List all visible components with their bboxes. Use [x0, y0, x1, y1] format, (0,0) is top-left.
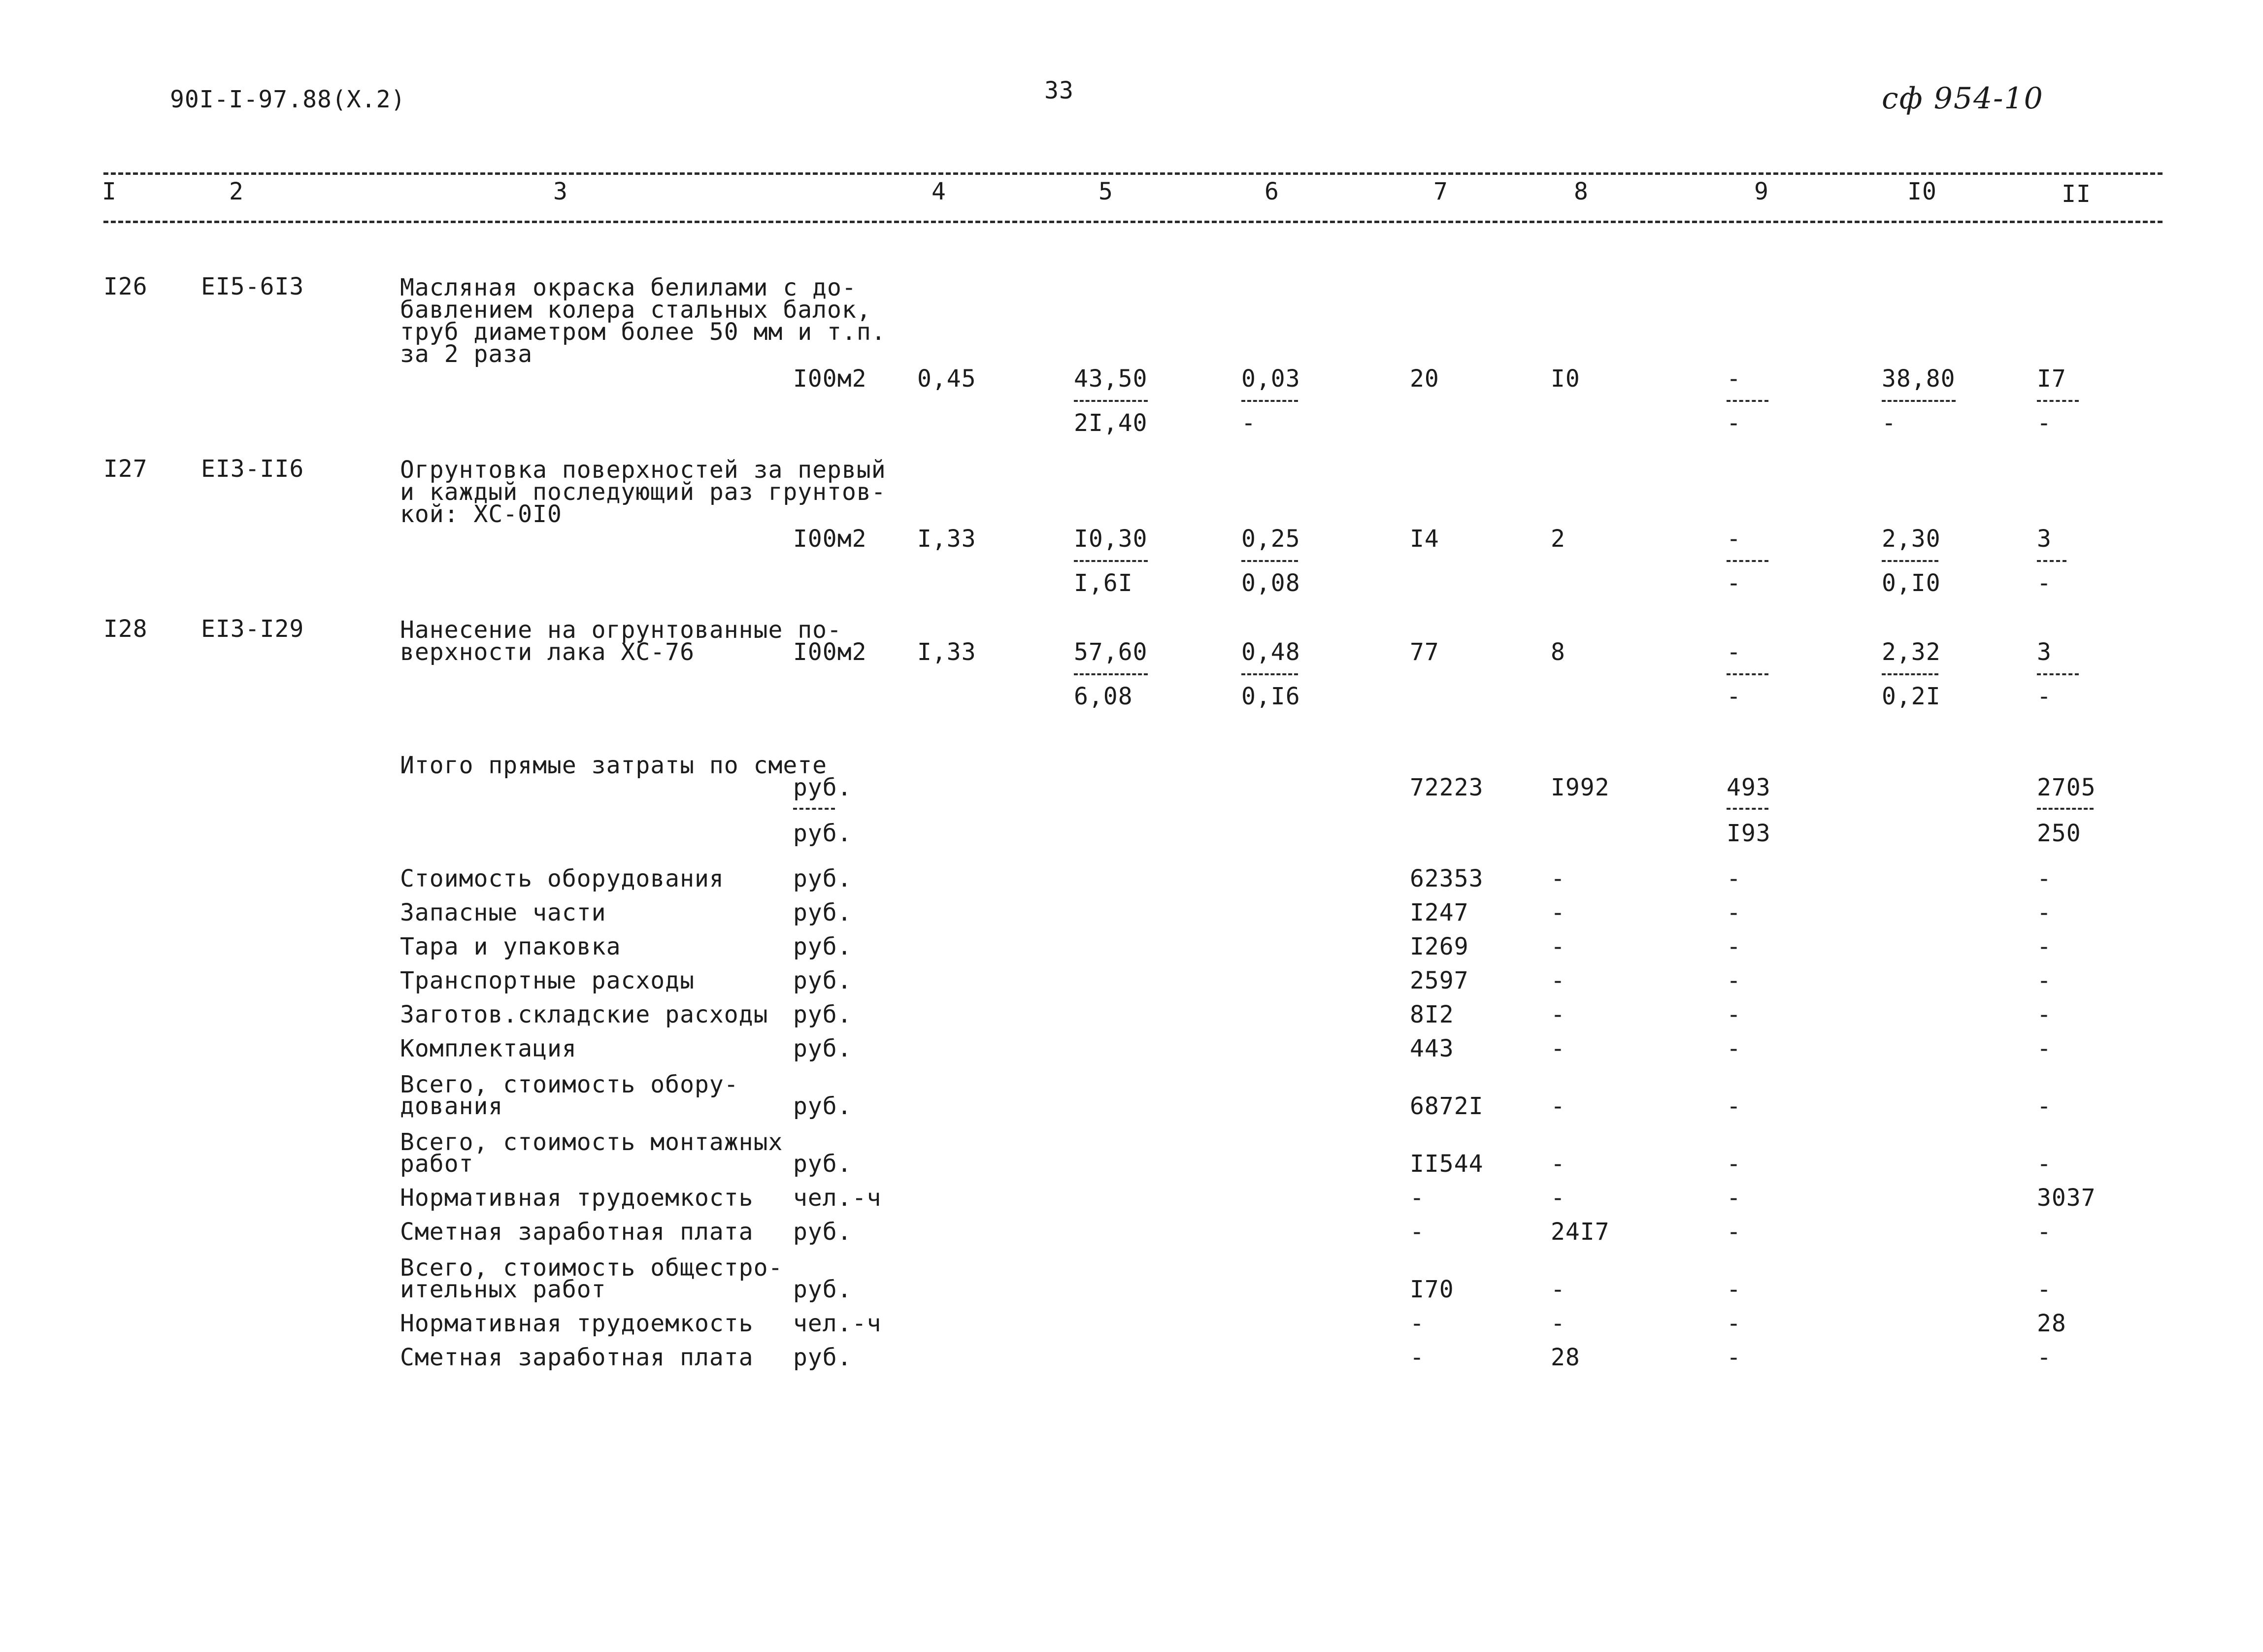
machine-total: -: [1727, 365, 1741, 393]
fraction-bar: [2037, 808, 2094, 810]
fraction-bar: [1241, 400, 1298, 402]
fraction-bar: [1727, 400, 1768, 402]
summary-cost: 2597: [1410, 967, 1469, 994]
summary-cost: I269: [1410, 933, 1469, 960]
labor-per-unit-machinists: 0,2I: [1882, 683, 1941, 710]
summary-label: работ: [400, 1150, 474, 1178]
summary-machine: -: [1727, 1001, 1741, 1028]
unit: I00м2: [793, 525, 867, 553]
fraction-bar: [2037, 400, 2079, 402]
summary-wages: -: [1551, 1310, 1565, 1337]
quantity: 0,45: [917, 365, 976, 393]
labor-total-machinists: -: [2037, 569, 2052, 597]
sheet-mark-handwritten: сф 954-10: [1882, 81, 2044, 116]
summary-cost: -: [1410, 1218, 1425, 1246]
row-description-line: кой: ХС-0I0: [400, 500, 562, 528]
totals-cost: 72223: [1410, 774, 1484, 801]
column-header-4: 4: [932, 178, 946, 205]
total-cost: 20: [1410, 365, 1439, 393]
labor-total-machinists: -: [2037, 683, 2052, 710]
summary-labor: -: [2037, 1092, 2052, 1120]
fraction-bar: [793, 808, 835, 810]
column-header-6: 6: [1265, 178, 1279, 205]
fraction-bar: [1241, 673, 1298, 675]
summary-label: дования: [400, 1092, 503, 1120]
labor-total: 3: [2037, 638, 2052, 666]
summary-machine: -: [1727, 967, 1741, 994]
summary-wages: -: [1551, 1184, 1565, 1212]
summary-unit: руб.: [793, 933, 852, 960]
summary-cost: 62353: [1410, 865, 1484, 892]
quantity: I,33: [917, 638, 976, 666]
summary-label: Заготов.складские расходы: [400, 1001, 768, 1028]
labor-per-unit-machinists: -: [1882, 409, 1897, 437]
summary-label: Сметная заработная плата: [400, 1218, 754, 1246]
machine-wages: 0,I6: [1241, 683, 1300, 710]
summary-wages: -: [1551, 865, 1565, 892]
totals-machine-wages: I93: [1727, 820, 1771, 847]
fraction-bar: [1074, 560, 1148, 562]
summary-labor: -: [2037, 1276, 2052, 1303]
summary-machine: -: [1727, 1092, 1741, 1120]
row-description-line: верхности лака ХС-76: [400, 638, 695, 666]
summary-wages: -: [1551, 1276, 1565, 1303]
totals-label: Итого прямые затраты по смете: [400, 752, 828, 779]
unit-cost-wages: 6,08: [1074, 683, 1133, 710]
machine-wages: -: [1241, 409, 1256, 437]
row-number: I27: [103, 455, 148, 483]
summary-machine: -: [1727, 1310, 1741, 1337]
summary-wages: -: [1551, 933, 1565, 960]
fraction-bar: [1241, 560, 1298, 562]
wages-total: 8: [1551, 638, 1565, 666]
summary-label: Всего, стоимость монтажных: [400, 1128, 783, 1156]
summary-labor: -: [2037, 899, 2052, 926]
summary-machine: -: [1727, 1276, 1741, 1303]
summary-label: Запасные части: [400, 899, 606, 926]
labor-total-machinists: -: [2037, 409, 2052, 437]
summary-wages: -: [1551, 899, 1565, 926]
summary-labor: -: [2037, 1035, 2052, 1062]
summary-label: ительных работ: [400, 1276, 606, 1303]
summary-label: Нормативная трудоемкость: [400, 1184, 754, 1212]
summary-machine: -: [1727, 1150, 1741, 1178]
totals-labor-machinists: 250: [2037, 820, 2081, 847]
fraction-bar: [2037, 560, 2066, 562]
summary-label: Сметная заработная плата: [400, 1344, 754, 1371]
header-rule-bottom: [103, 221, 2163, 223]
summary-label: Всего, стоимость обору-: [400, 1071, 739, 1098]
summary-cost: II544: [1410, 1150, 1484, 1178]
summary-machine: -: [1727, 1184, 1741, 1212]
fraction-bar: [1882, 673, 1938, 675]
summary-label: Нормативная трудоемкость: [400, 1310, 754, 1337]
summary-label: Стоимость оборудования: [400, 865, 724, 892]
labor-per-unit: 2,30: [1882, 525, 1941, 553]
summary-machine: -: [1727, 1218, 1741, 1246]
fraction-bar: [1882, 560, 1938, 562]
summary-unit: руб.: [793, 1218, 852, 1246]
summary-unit: чел.-ч: [793, 1310, 882, 1337]
unit-cost-total: 57,60: [1074, 638, 1148, 666]
summary-label: Всего, стоимость общестро-: [400, 1254, 783, 1282]
summary-cost: -: [1410, 1184, 1425, 1212]
summary-label: Тара и упаковка: [400, 933, 621, 960]
fraction-bar: [1074, 673, 1148, 675]
summary-cost: 443: [1410, 1035, 1454, 1062]
summary-wages: 28: [1551, 1344, 1580, 1371]
summary-cost: -: [1410, 1310, 1425, 1337]
labor-per-unit-machinists: 0,I0: [1882, 569, 1941, 597]
machine-total: -: [1727, 638, 1741, 666]
summary-machine: -: [1727, 899, 1741, 926]
unit-cost-wages: 2I,40: [1074, 409, 1148, 437]
row-description-line: труб диаметром более 50 мм и т.п.: [400, 318, 886, 346]
summary-labor: -: [2037, 1218, 2052, 1246]
summary-wages: -: [1551, 1035, 1565, 1062]
totals-machine: 493: [1727, 774, 1771, 801]
summary-unit: руб.: [793, 899, 852, 926]
summary-wages: -: [1551, 1001, 1565, 1028]
rate-code: EI3-II6: [201, 455, 304, 483]
fraction-bar: [1727, 808, 1768, 810]
rate-code: EI5-6I3: [201, 273, 304, 300]
summary-labor: -: [2037, 967, 2052, 994]
wages-total: 2: [1551, 525, 1565, 553]
machine-cost: 0,25: [1241, 525, 1300, 553]
rate-code: EI3-I29: [201, 615, 304, 643]
summary-unit: чел.-ч: [793, 1184, 882, 1212]
unit: I00м2: [793, 365, 867, 393]
summary-labor: -: [2037, 865, 2052, 892]
column-header-11: II: [2062, 180, 2091, 208]
labor-per-unit: 38,80: [1882, 365, 1956, 393]
summary-unit: руб.: [793, 1276, 852, 1303]
unit-cost-total: 43,50: [1074, 365, 1148, 393]
document-code: 90I-I-97.88(X.2): [170, 86, 406, 113]
summary-labor: -: [2037, 1001, 2052, 1028]
row-description-line: за 2 раза: [400, 340, 533, 368]
summary-cost: I70: [1410, 1276, 1454, 1303]
column-header-7: 7: [1433, 178, 1448, 205]
summary-label: Транспортные расходы: [400, 967, 695, 994]
fraction-bar: [1882, 400, 1956, 402]
fraction-bar: [1727, 560, 1768, 562]
machine-total-wages: -: [1727, 683, 1741, 710]
summary-unit: руб.: [793, 865, 852, 892]
row-number: I26: [103, 273, 148, 300]
summary-labor: 3037: [2037, 1184, 2096, 1212]
unit: I00м2: [793, 638, 867, 666]
fraction-bar: [2037, 673, 2079, 675]
machine-wages: 0,08: [1241, 569, 1300, 597]
summary-labor: -: [2037, 1150, 2052, 1178]
summary-cost: 8I2: [1410, 1001, 1454, 1028]
summary-cost: I247: [1410, 899, 1469, 926]
summary-labor: -: [2037, 933, 2052, 960]
column-header-3: 3: [553, 178, 568, 205]
column-header-8: 8: [1574, 178, 1589, 205]
wages-total: I0: [1551, 365, 1580, 393]
total-cost: I4: [1410, 525, 1439, 553]
summary-label: Комплектация: [400, 1035, 577, 1062]
labor-total: I7: [2037, 365, 2066, 393]
summary-labor: 28: [2037, 1310, 2066, 1337]
row-description-line: Масляная окраска белилами с до-: [400, 274, 857, 301]
column-header-10: I0: [1907, 178, 1937, 205]
summary-wages: -: [1551, 1150, 1565, 1178]
summary-unit: руб.: [793, 1092, 852, 1120]
machine-total-wages: -: [1727, 409, 1741, 437]
quantity: I,33: [917, 525, 976, 553]
fraction-bar: [1074, 400, 1148, 402]
row-description-line: и каждый последующий раз грунтов-: [400, 478, 886, 506]
totals-labor: 2705: [2037, 774, 2096, 801]
totals-unit: руб.: [793, 820, 852, 847]
totals-wages: I992: [1551, 774, 1610, 801]
summary-cost: 6872I: [1410, 1092, 1484, 1120]
unit-cost-total: I0,30: [1074, 525, 1148, 553]
summary-machine: -: [1727, 1035, 1741, 1062]
column-header-2: 2: [229, 178, 244, 205]
totals-unit: руб.: [793, 774, 852, 801]
column-header-1: I: [102, 178, 117, 205]
fraction-bar: [1727, 673, 1768, 675]
machine-cost: 0,48: [1241, 638, 1300, 666]
summary-unit: руб.: [793, 1344, 852, 1371]
summary-wages: -: [1551, 1092, 1565, 1120]
summary-cost: -: [1410, 1344, 1425, 1371]
summary-labor: -: [2037, 1344, 2052, 1371]
row-description-line: бавлением колера стальных балок,: [400, 296, 871, 324]
row-number: I28: [103, 615, 148, 643]
total-cost: 77: [1410, 638, 1439, 666]
summary-machine: -: [1727, 1344, 1741, 1371]
machine-total: -: [1727, 525, 1741, 553]
labor-per-unit: 2,32: [1882, 638, 1941, 666]
summary-machine: -: [1727, 865, 1741, 892]
unit-cost-wages: I,6I: [1074, 569, 1133, 597]
machine-cost: 0,03: [1241, 365, 1300, 393]
header-rule-top: [103, 172, 2163, 175]
row-description-line: Нанесение на огрунтованные по-: [400, 616, 842, 644]
summary-wages: 24I7: [1551, 1218, 1610, 1246]
page-number: 33: [1044, 77, 1074, 104]
summary-wages: -: [1551, 967, 1565, 994]
labor-total: 3: [2037, 525, 2052, 553]
machine-total-wages: -: [1727, 569, 1741, 597]
row-description-line: Огрунтовка поверхностей за первый: [400, 456, 886, 484]
summary-unit: руб.: [793, 1150, 852, 1178]
column-header-9: 9: [1754, 178, 1769, 205]
summary-unit: руб.: [793, 1035, 852, 1062]
summary-unit: руб.: [793, 1001, 852, 1028]
summary-unit: руб.: [793, 967, 852, 994]
summary-machine: -: [1727, 933, 1741, 960]
column-header-5: 5: [1098, 178, 1113, 205]
